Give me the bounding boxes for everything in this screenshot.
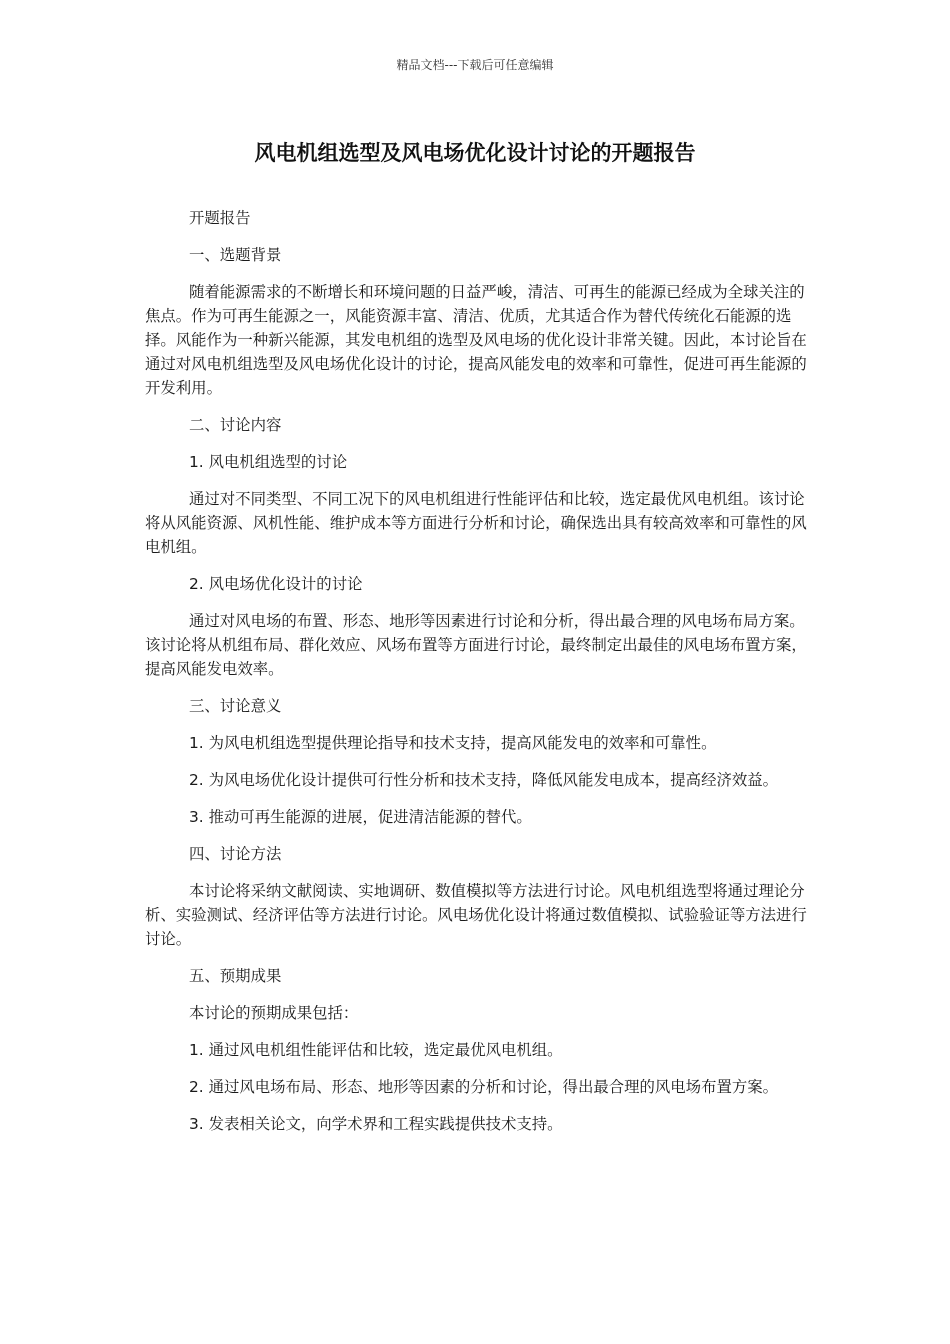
section-heading-methods: 四、讨论方法: [189, 845, 282, 863]
significance-item-2: 2. 为风电场优化设计提供可行性分析和技术支持，降低风能发电成本，提高经济效益。: [189, 771, 779, 789]
paragraph-farm-design: 通过对风电场的布置、形态、地形等因素进行讨论和分析，得出最合理的风电场布局方案。该讨论将从机组布局、群化效应、风场布置等方面进行讨论，最终制定出最佳的风电场布置方案，提高风能发电效率。: [145, 612, 807, 678]
document-title: 风电机组选型及风电场优化设计讨论的开题报告: [254, 141, 696, 165]
significance-item-3: 3. 推动可再生能源的进展，促进清洁能源的替代。: [189, 808, 532, 826]
subheading-turbine-selection: 1. 风电机组选型的讨论: [189, 453, 348, 471]
document-body: [145, 206, 807, 1149]
results-intro: 本讨论的预期成果包括：: [189, 1004, 359, 1022]
paragraph-background: 随着能源需求的不断增长和环境问题的日益严峻，清洁、可再生的能源已经成为全球关注的焦点。作为可再生能源之一，风能资源丰富、清洁、优质，尤其适合作为替代传统化石能源的选择。风能作为一种新兴能源，其发电机组的选型及风电场的优化设计非常关键。因此，本讨论旨在通过对风电机组选型及风电场优化设计的讨论，提高风能发电的效率和可靠性，促进可再生能源的开发利用。: [145, 283, 807, 397]
paragraph-turbine-selection: 通过对不同类型、不同工况下的风电机组进行性能评估和比较，选定最优风电机组。该讨论将从风能资源、风机性能、维护成本等方面进行分析和讨论，确保选出具有较高效率和可靠性的风电机组。: [145, 490, 807, 556]
results-item-2: 2. 通过风电场布局、形态、地形等因素的分析和讨论，得出最合理的风电场布置方案。: [189, 1078, 779, 1096]
results-item-3: 3. 发表相关论文，向学术界和工程实践提供技术支持。: [189, 1115, 563, 1133]
paragraph-methods: 本讨论将采纳文献阅读、实地调研、数值模拟等方法进行讨论。风电机组选型将通过理论分析、实验测试、经济评估等方法进行讨论。风电场优化设计将通过数值模拟、试验验证等方法进行讨论。: [145, 882, 807, 948]
section-heading-significance: 三、讨论意义: [189, 697, 282, 715]
subheading-farm-design: 2. 风电场优化设计的讨论: [189, 575, 363, 593]
label-kaiti: 开题报告: [189, 209, 251, 227]
significance-item-1: 1. 为风电机组选型提供理论指导和技术支持，提高风能发电的效率和可靠性。: [189, 734, 717, 752]
page-header: 精品文档---下载后可任意编辑: [396, 58, 554, 72]
section-heading-background: 一、选题背景: [189, 246, 282, 264]
section-heading-results: 五、预期成果: [189, 967, 282, 985]
results-item-1: 1. 通过风电机组性能评估和比较，选定最优风电机组。: [189, 1041, 563, 1059]
section-heading-content: 二、讨论内容: [189, 416, 282, 434]
